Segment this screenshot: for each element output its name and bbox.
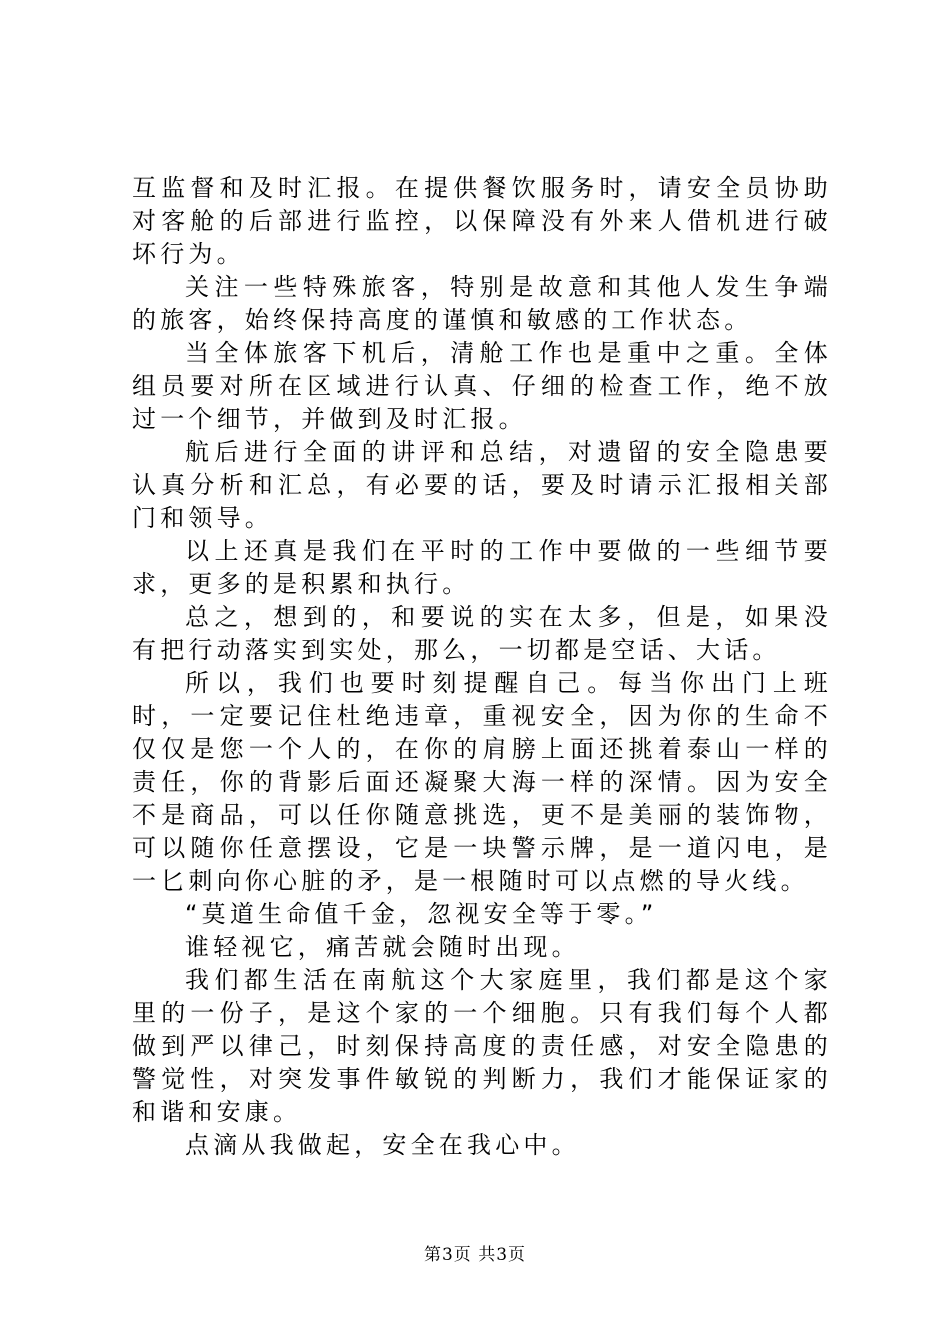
paragraph: 总之，想到的，和要说的实在太多，但是，如果没有把行动落实到实处，那么，一切都是空话、大话。 (132, 603, 832, 664)
page-number-label: 第3页 共3页 (423, 1245, 527, 1265)
paragraph: “莫道生命值千金，忽视安全等于零。” (185, 900, 658, 928)
paragraph: 以上还真是我们在平时的工作中要做的一些细节要求，更多的是积累和执行。 (132, 537, 832, 598)
paragraph: 所以，我们也要时刻提醒自己。每当你出门上班时，一定要记住杜绝违章，重视安全，因为你的生命不仅仅是您一个人的，在你的肩膀上面还挑着泰山一样的责任，你的背影后面还凝聚大海一样的深情。因为安全不是商品，可以任你随意挑选，更不是美丽的装饰物，可以随你任意摆设，它是一块警示牌，是一道闪电，是一匕刺向你心脏的矛，是一根随时可以点燃的导火线。 (132, 669, 832, 895)
page-footer (0, 1243, 950, 1267)
paragraph: 关注一些特殊旅客，特别是故意和其他人发生争端的旅客，始终保持高度的谨慎和敏感的工作状态。 (132, 273, 832, 334)
paragraph: 航后进行全面的讲评和总结，对遗留的安全隐患要认真分析和汇总，有必要的话，要及时请示汇报相关部门和领导。 (132, 438, 832, 532)
paragraph: 点滴从我做起，安全在我心中。 (185, 1131, 580, 1159)
paragraph: 当全体旅客下机后，清舱工作也是重中之重。全体组员要对所在区域进行认真、仔细的检查工作，绝不放过一个细节，并做到及时汇报。 (132, 339, 832, 433)
paragraph: 谁轻视它，痛苦就会随时出现。 (185, 933, 580, 961)
paragraph: 我们都生活在南航这个大家庭里，我们都是这个家里的一份子，是这个家的一个细胞。只有我们每个人都做到严以律己，时刻保持高度的责任感，对安全隐患的警觉性，对突发事件敏锐的判断力，我们才能保证家的和谐和安康。 (132, 966, 832, 1126)
document-body (132, 172, 832, 1162)
paragraph: 互监督和及时汇报。在提供餐饮服务时，请安全员协助对客舱的后部进行监控，以保障没有外来人借机进行破坏行为。 (132, 174, 832, 268)
